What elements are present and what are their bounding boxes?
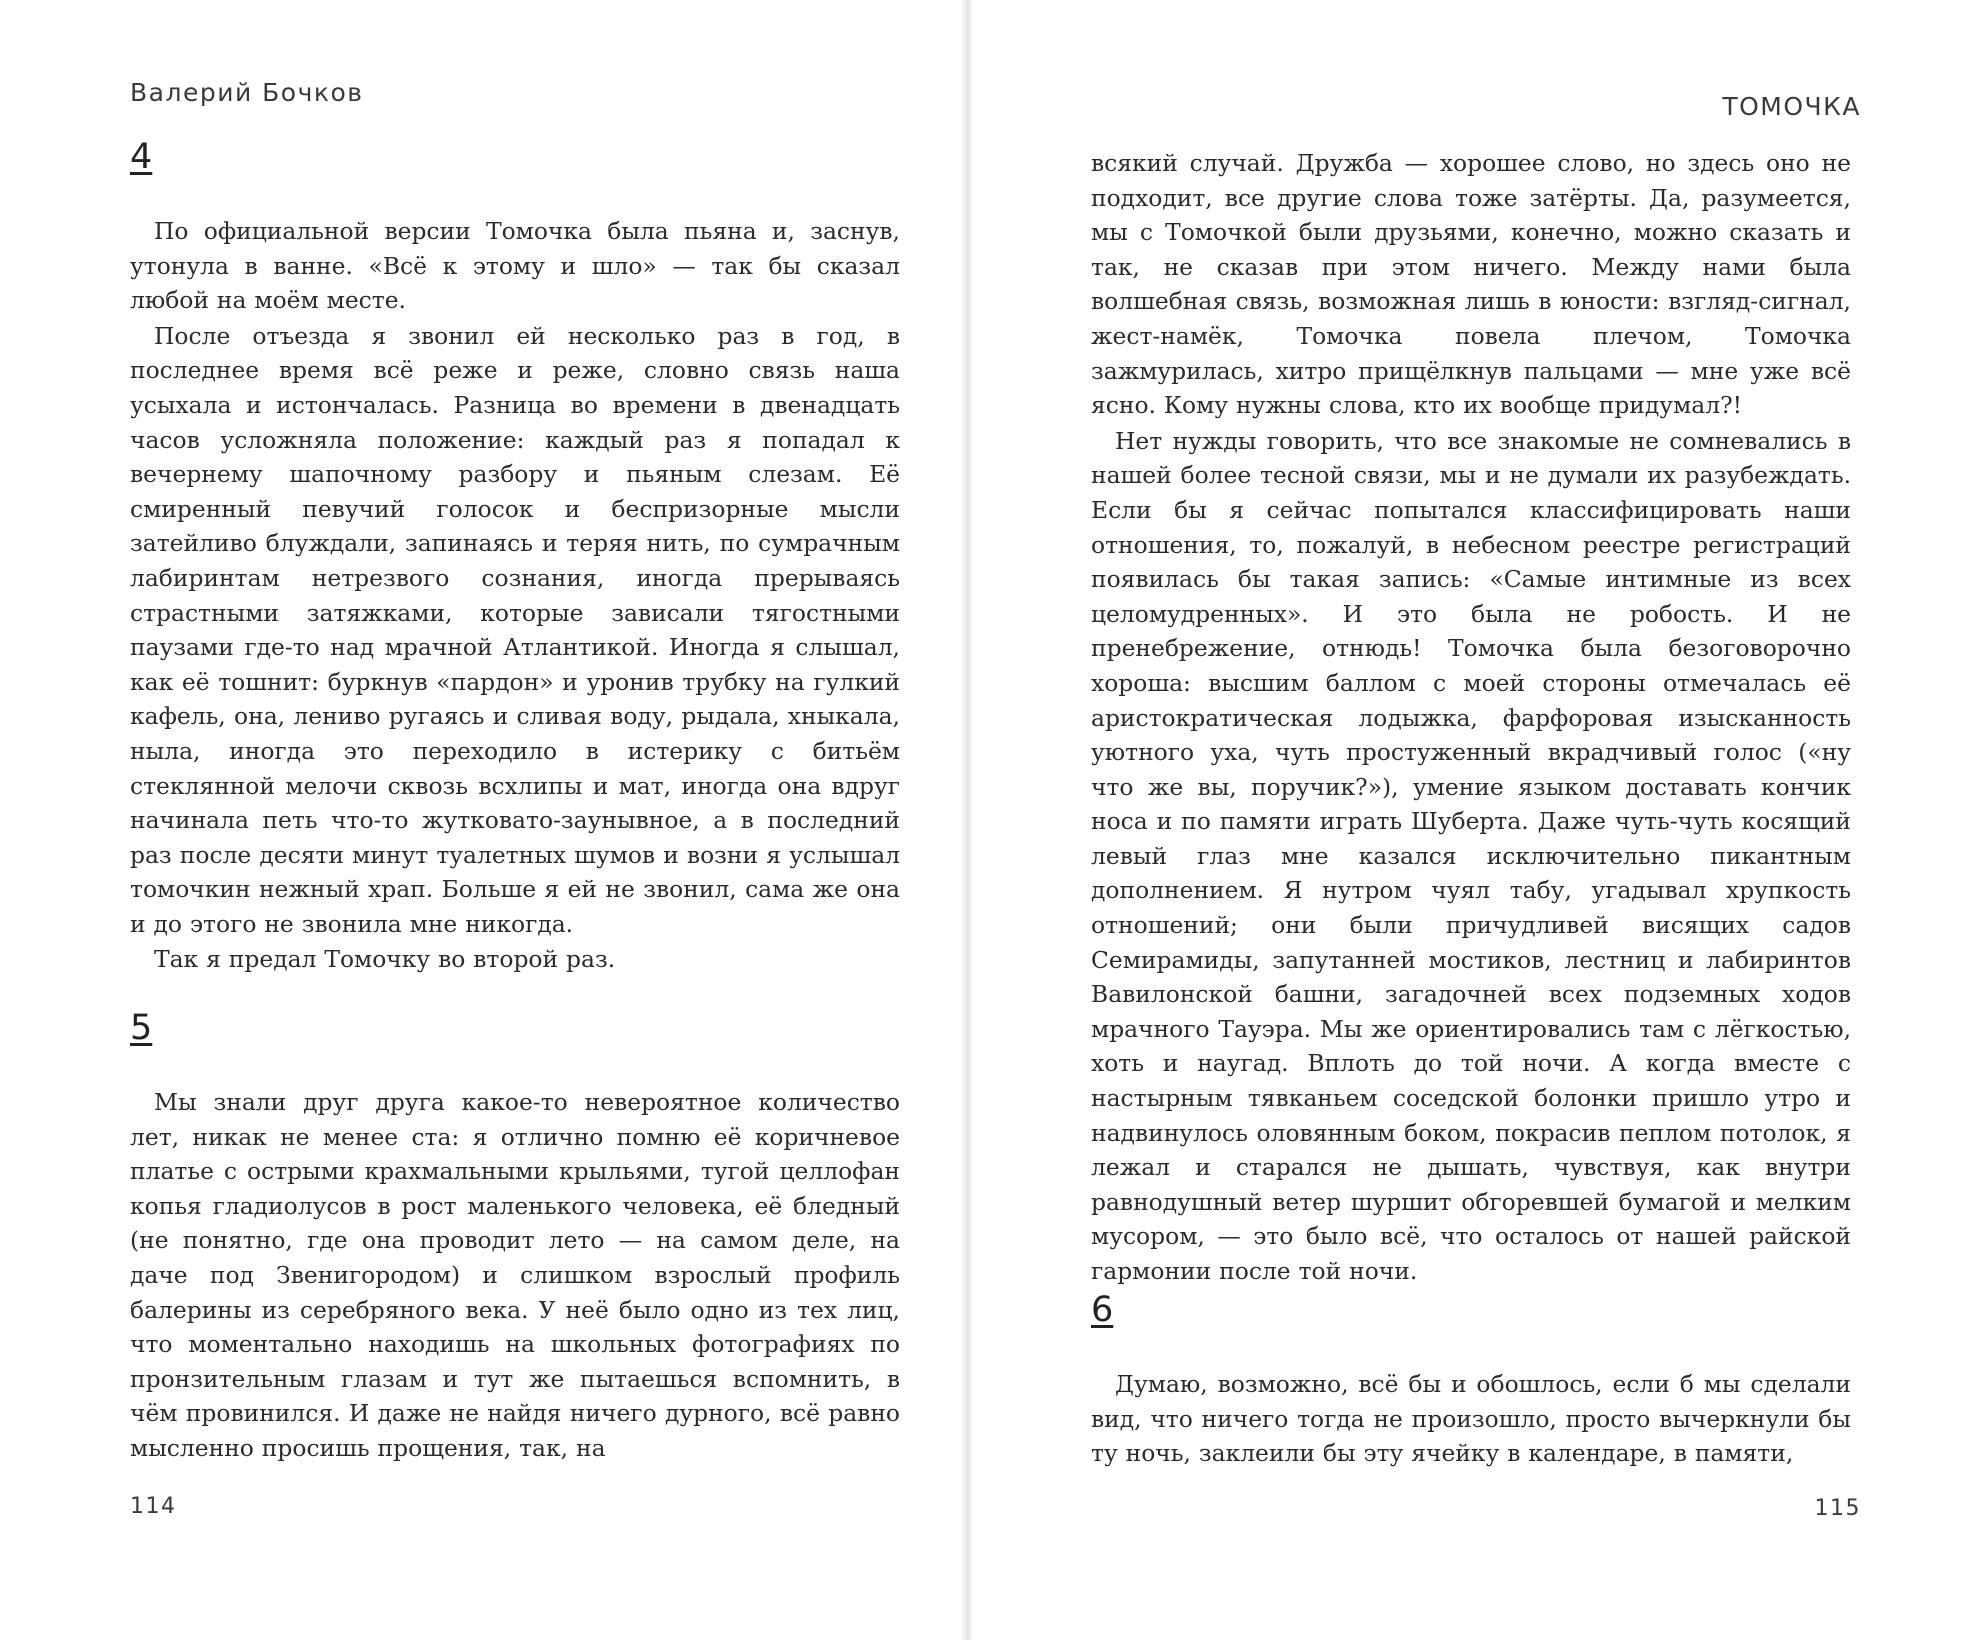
running-head-author: Валерий Бочков — [130, 78, 364, 107]
right-page — [972, 0, 1987, 1640]
continued-text — [1091, 146, 1851, 1289]
left-page — [0, 0, 966, 1640]
chapter-5-body — [130, 1085, 900, 1466]
paragraph: После отъезда я звонил ей несколько раз в год, в последнее время всё реже и реже, словно связь наша усыхала и истончалась. Разница во времени в двенадцать часов усложняла положение: каждый раз я попадал к вечернему шапочному разбору и пьяным слезам. Её смиренный певучий голосок и беспризорные мысли затейливо блуждали, запинаясь и теряя нить, по сумрачным лабиринтам нетрезвого сознания, иногда прерываясь страстными затяжками, которые зависали тягостными паузами где-то над мрачной Атлантикой. Иногда я слышал, как её тошнит: буркнув «пардон» и уронив трубку на гулкий кафель, она, лениво ругаясь и сливая воду, рыдала, хныкала, ныла, иногда это переходило в истерику с битьём стеклянной мелочи сквозь всхлипы и мат, иногда она вдруг начинала петь что-то жутковато-заунывное, а в последний раз после десяти минут туалетных шумов и возни я услышал томочкин нежный храп. Больше я ей не звонил, сама же она и до этого не звонила мне никогда. — [130, 321, 900, 938]
paragraph: Мы знали друг друга какое-то невероятное количество лет, никак не менее ста: я отлично помню её коричневое платье с острыми крахмальными крыльями, тугой целлофан копья гладиолусов в рост маленького человека, её бледный (не понятно, где она проводит лето — на самом деле, на даче под Звенигородом) и слишком взрослый профиль балерины из серебряного века. У неё было одно из тех лиц, что моментально находишь на школьных фотографиях по пронзительным глазам и тут же пытаешься вспомнить, в чём провинился. И даже не найдя ничего дурного, всё равно мысленно просишь прощения, так, на — [130, 1088, 900, 1462]
chapter-number-6: 6 — [1091, 1290, 1114, 1330]
paragraph: всякий случай. Дружба — хорошее слово, но здесь оно не подходит, все другие слова тоже затёрты. Да, разумеется, мы с Томочкой были друзьями, конечно, можно сказать и так, не сказав при этом ничего. Между нами была волшебная связь, возможная лишь в юности: взгляд-сигнал, жест-намёк, Томочка повела плечом, Томочка зажмурилась, хитро прищёлкнув пальцами — мне уже всё ясно. Кому нужны слова, кто их вообще придумал?! — [1091, 149, 1851, 420]
running-head-title: ТОМОЧКА — [1722, 92, 1861, 121]
chapter-number-4: 4 — [130, 137, 153, 177]
paragraph: Думаю, возможно, всё бы и обошлось, если б мы сделали вид, что ничего тогда не произошло, просто вычеркнули бы ту ночь, заклеили бы эту ячейку в календаре, в памяти, — [1091, 1370, 1851, 1468]
page-number-left: 114 — [130, 1494, 177, 1519]
chapter-number-5: 5 — [130, 1008, 153, 1048]
paragraph: По официальной версии Томочка была пьяна и, заснув, утонула в ванне. «Всё к этому и шло» — так бы сказал любой на моём месте. — [130, 217, 900, 315]
page-number-right: 115 — [1814, 1496, 1861, 1521]
paragraph: Так я предал Томочку во второй раз. — [154, 945, 616, 974]
chapter-6-body — [1091, 1367, 1851, 1471]
chapter-4-body — [130, 214, 900, 977]
paragraph: Нет нужды говорить, что все знакомые не сомневались в нашей более тесной связи, мы и не думали их разубеждать. Если бы я сейчас попытался классифицировать наши отношения, то, пожалуй, в небесном реестре регистраций появилась бы такая запись: «Самые интимные из всех целомудренных». И это была не робость. И не пренебрежение, отнюдь! Томочка была безоговорочно хороша: высшим баллом с моей стороны отмечалась её аристократическая лодыжка, фарфоровая изысканность уютного уха, чуть простуженный вкрадчивый голос («ну что же вы, поручик?»), умение языком доставать кончик носа и по памяти играть Шуберта. Даже чуть-чуть косящий левый глаз мне казался исключительно пикантным дополнением. Я нутром чуял табу, угадывал хрупкость отношений; они были причудливей висящих садов Семирамиды, запутанней мостиков, лестниц и лабиринтов Вавилонской башни, загадочней всех подземных ходов мрачного Тауэра. Мы же ориентировались там с лёгкостью, хоть и наугад. Вплоть до той ночи. А когда вместе с настырным тявканьем соседской болонки пришло утро и надвинулось оловянным боком, покрасив пеплом потолок, я лежал и старался не дышать, чувствуя, как внутри равнодушный ветер шуршит обгоревшей бумагой и мелким мусором, — это было всё, что осталось от нашей райской гармонии после той ночи. — [1091, 426, 1851, 1285]
